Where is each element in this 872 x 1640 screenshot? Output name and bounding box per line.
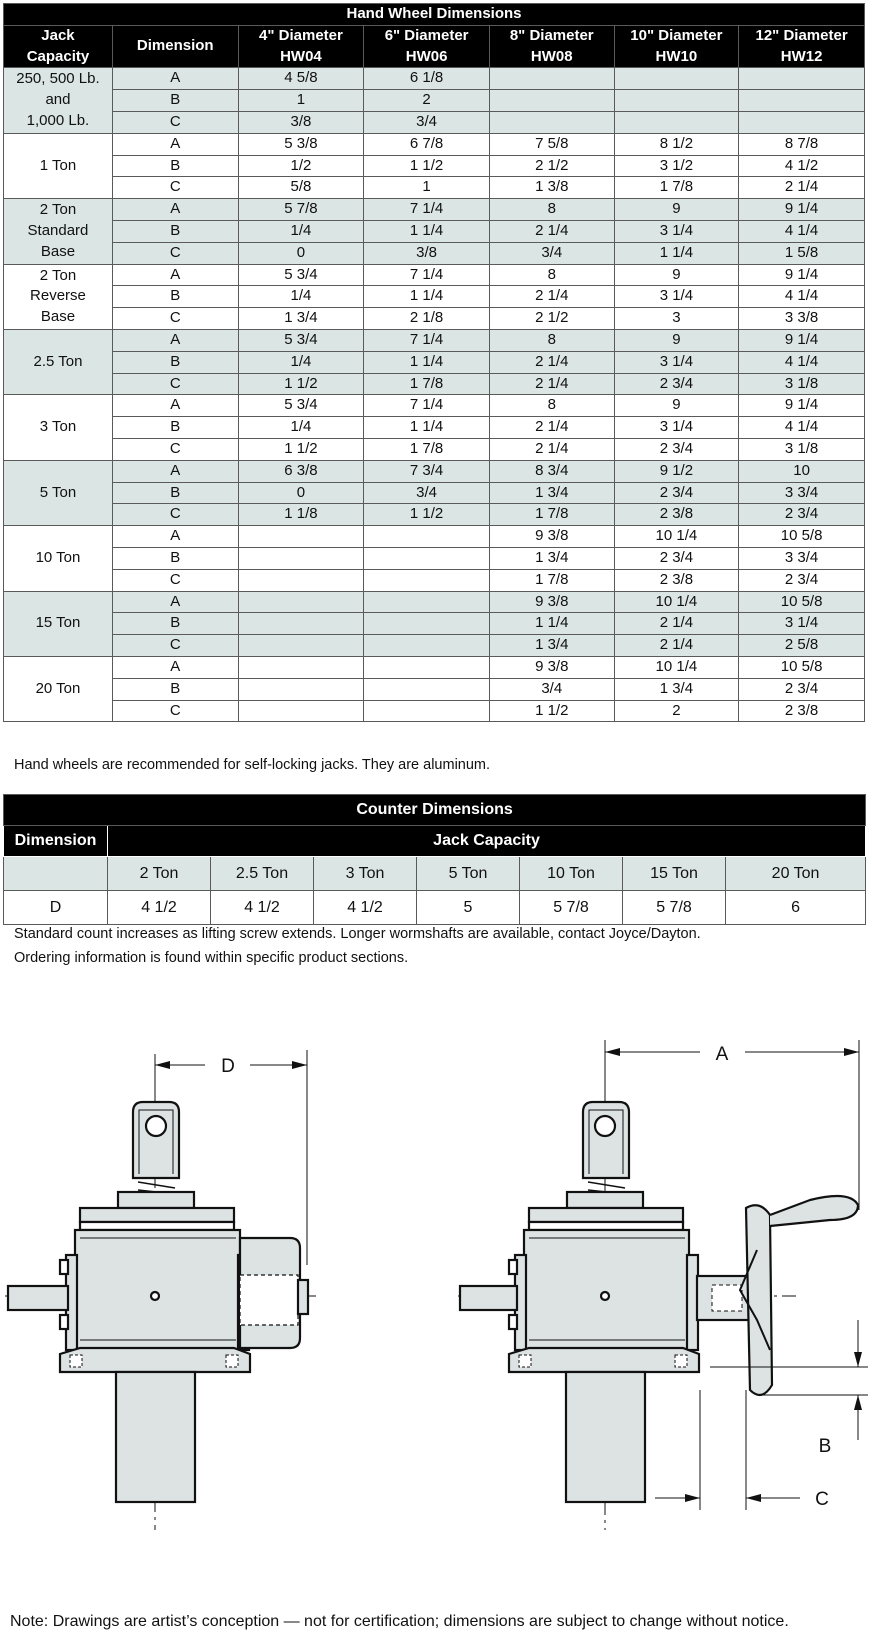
value-cell: 2 1/4 — [614, 635, 739, 657]
value-cell: 2 — [364, 90, 490, 112]
value-cell: 4 1/2 — [739, 155, 865, 177]
table-row — [4, 569, 865, 591]
dimension-cell: A — [112, 656, 238, 678]
dimension-cell: A — [112, 591, 238, 613]
value-cell: 1 3/4 — [238, 308, 364, 330]
value-cell: 9 1/4 — [739, 329, 865, 351]
table-row — [4, 329, 865, 351]
value-cell: 10 1/4 — [614, 656, 739, 678]
table-row — [4, 264, 865, 286]
counter-value: 5 7/8 — [623, 891, 726, 925]
table-row — [4, 90, 865, 112]
capacity-cell: 3 Ton — [4, 395, 113, 460]
value-cell: 8 3/4 — [489, 460, 614, 482]
value-cell: 1 1/4 — [489, 613, 614, 635]
label-d: D — [221, 1056, 235, 1077]
value-cell: 1 3/4 — [489, 547, 614, 569]
value-cell: 1 1/2 — [364, 504, 490, 526]
value-cell: 7 5/8 — [489, 133, 614, 155]
counter-value: 4 1/2 — [211, 891, 314, 925]
counter-value: 4 1/2 — [108, 891, 211, 925]
value-cell: 4 1/4 — [739, 286, 865, 308]
value-cell: 9 1/2 — [614, 460, 739, 482]
value-cell: 2 1/4 — [489, 438, 614, 460]
value-cell: 9 3/8 — [489, 526, 614, 548]
capacity-cell: 2 Ton Reverse Base — [4, 264, 113, 329]
footer-note: Note: Drawings are artist’s conception — not for certification; dimensions are subject to change without notice. — [10, 1613, 789, 1630]
value-cell: 1/4 — [238, 351, 364, 373]
value-cell — [614, 90, 739, 112]
value-cell — [739, 68, 865, 90]
value-cell: 3 1/4 — [739, 613, 865, 635]
value-cell: 3/4 — [489, 242, 614, 264]
table-row — [4, 613, 865, 635]
table-row — [4, 526, 865, 548]
value-cell: 1 7/8 — [489, 504, 614, 526]
dimension-cell: B — [112, 547, 238, 569]
table-row — [4, 591, 865, 613]
value-cell: 5/8 — [238, 177, 364, 199]
value-cell: 9 1/4 — [739, 395, 865, 417]
dimension-cell: A — [112, 199, 238, 221]
dimension-cell: C — [112, 308, 238, 330]
table-row — [4, 68, 865, 90]
header-hw12: 12" Diameter HW12 — [739, 25, 865, 68]
value-cell — [739, 90, 865, 112]
counter-title: Counter Dimensions — [4, 795, 866, 826]
value-cell: 3 1/4 — [614, 286, 739, 308]
counter-cap-20: 20 Ton — [726, 857, 866, 891]
value-cell: 7 1/4 — [364, 199, 490, 221]
value-cell — [364, 591, 490, 613]
value-cell: 8 7/8 — [739, 133, 865, 155]
table-row — [4, 286, 865, 308]
dimension-cell: C — [112, 700, 238, 722]
dimension-cell: C — [112, 111, 238, 133]
value-cell: 3/8 — [238, 111, 364, 133]
table-row — [4, 700, 865, 722]
dimension-cell: C — [112, 373, 238, 395]
jack-drawings — [0, 1010, 872, 1610]
value-cell: 1 7/8 — [364, 438, 490, 460]
value-cell: 2 3/4 — [739, 569, 865, 591]
value-cell: 3/8 — [364, 242, 490, 264]
counter-table — [3, 794, 866, 925]
value-cell — [238, 591, 364, 613]
value-cell: 2 3/8 — [739, 700, 865, 722]
value-cell: 8 1/2 — [614, 133, 739, 155]
value-cell: 5 3/8 — [238, 133, 364, 155]
counter-dimension-header: Dimension — [4, 826, 108, 857]
header-hw04: 4" Diameter HW04 — [238, 25, 364, 68]
table-row — [4, 417, 865, 439]
value-cell — [364, 678, 490, 700]
header-hw08: 8" Diameter HW08 — [489, 25, 614, 68]
jack-with-counter-drawing — [5, 1050, 320, 1530]
value-cell: 4 5/8 — [238, 68, 364, 90]
table-row — [4, 242, 865, 264]
label-a: A — [715, 1044, 729, 1065]
value-cell: 2 1/4 — [489, 220, 614, 242]
table-row — [4, 308, 865, 330]
value-cell: 6 3/8 — [238, 460, 364, 482]
value-cell: 1 1/4 — [614, 242, 739, 264]
table-row — [4, 395, 865, 417]
value-cell: 9 1/4 — [739, 199, 865, 221]
value-cell: 1 7/8 — [489, 569, 614, 591]
value-cell: 2 3/4 — [614, 547, 739, 569]
value-cell: 2 3/4 — [614, 373, 739, 395]
value-cell: 7 1/4 — [364, 395, 490, 417]
value-cell: 1 5/8 — [739, 242, 865, 264]
value-cell: 1 1/2 — [489, 700, 614, 722]
value-cell: 9 — [614, 395, 739, 417]
dimension-cell: B — [112, 482, 238, 504]
value-cell: 1 1/2 — [238, 438, 364, 460]
value-cell: 3 1/2 — [614, 155, 739, 177]
value-cell — [364, 569, 490, 591]
dimension-cell: B — [112, 678, 238, 700]
value-cell: 4 1/4 — [739, 351, 865, 373]
dimension-cell: B — [112, 90, 238, 112]
table-row — [4, 111, 865, 133]
counter-cap-3: 3 Ton — [314, 857, 417, 891]
value-cell: 3 1/8 — [739, 438, 865, 460]
value-cell: 3 1/4 — [614, 220, 739, 242]
value-cell: 9 1/4 — [739, 264, 865, 286]
value-cell: 1 1/4 — [364, 351, 490, 373]
table-row — [4, 220, 865, 242]
value-cell: 9 — [614, 199, 739, 221]
value-cell: 3 3/4 — [739, 547, 865, 569]
value-cell: 5 3/4 — [238, 264, 364, 286]
value-cell: 6 1/8 — [364, 68, 490, 90]
value-cell: 1 3/8 — [489, 177, 614, 199]
value-cell — [489, 90, 614, 112]
value-cell: 10 1/4 — [614, 526, 739, 548]
value-cell: 9 — [614, 264, 739, 286]
table-row — [4, 177, 865, 199]
value-cell: 3/4 — [364, 482, 490, 504]
table-row — [4, 656, 865, 678]
value-cell — [614, 111, 739, 133]
hand-wheel-title: Hand Wheel Dimensions — [4, 4, 865, 26]
value-cell: 1/4 — [238, 417, 364, 439]
value-cell: 8 — [489, 199, 614, 221]
value-cell: 1 7/8 — [364, 373, 490, 395]
value-cell: 2 — [614, 700, 739, 722]
dimension-cell: C — [112, 438, 238, 460]
value-cell: 2 1/4 — [489, 351, 614, 373]
table-row — [4, 504, 865, 526]
capacity-cell: 2.5 Ton — [4, 329, 113, 394]
value-cell: 1/2 — [238, 155, 364, 177]
value-cell — [238, 656, 364, 678]
value-cell: 2 1/4 — [614, 613, 739, 635]
value-cell: 3 1/4 — [614, 351, 739, 373]
counter-cap-15: 15 Ton — [623, 857, 726, 891]
value-cell — [489, 111, 614, 133]
dimension-cell: B — [112, 220, 238, 242]
value-cell — [238, 547, 364, 569]
value-cell: 1 — [238, 90, 364, 112]
dimension-cell: A — [112, 68, 238, 90]
dimension-cell: A — [112, 526, 238, 548]
dimension-cell: B — [112, 351, 238, 373]
value-cell: 2 1/4 — [739, 177, 865, 199]
dimension-cell: B — [112, 613, 238, 635]
value-cell: 1 1/4 — [364, 286, 490, 308]
value-cell: 3 — [614, 308, 739, 330]
value-cell — [238, 526, 364, 548]
value-cell: 10 1/4 — [614, 591, 739, 613]
value-cell — [364, 656, 490, 678]
dimension-cell: C — [112, 569, 238, 591]
value-cell: 2 1/2 — [489, 308, 614, 330]
capacity-cell: 1 Ton — [4, 133, 113, 198]
value-cell: 5 7/8 — [238, 199, 364, 221]
capacity-cell: 20 Ton — [4, 656, 113, 721]
dimension-cell: C — [112, 504, 238, 526]
value-cell: 1 3/4 — [489, 482, 614, 504]
capacity-cell: 15 Ton — [4, 591, 113, 656]
dimension-cell: C — [112, 635, 238, 657]
value-cell: 4 1/4 — [739, 220, 865, 242]
header-hw10: 10" Diameter HW10 — [614, 25, 739, 68]
value-cell: 4 1/4 — [739, 417, 865, 439]
value-cell: 8 — [489, 264, 614, 286]
value-cell: 5 3/4 — [238, 395, 364, 417]
value-cell: 9 — [614, 329, 739, 351]
table-row — [4, 678, 865, 700]
hand-wheel-body — [4, 68, 865, 722]
value-cell: 2 1/4 — [489, 417, 614, 439]
value-cell — [489, 68, 614, 90]
value-cell: 1 1/4 — [364, 417, 490, 439]
value-cell: 2 3/4 — [739, 504, 865, 526]
hand-wheel-note: Hand wheels are recommended for self-locking jacks. They are aluminum. — [14, 757, 491, 773]
value-cell: 2 3/4 — [739, 678, 865, 700]
header-jack-capacity: Jack Capacity — [4, 25, 113, 68]
dimension-cell: A — [112, 395, 238, 417]
table-row — [4, 373, 865, 395]
value-cell: 0 — [238, 242, 364, 264]
value-cell: 3 3/4 — [739, 482, 865, 504]
value-cell: 10 — [739, 460, 865, 482]
counter-row-label: D — [4, 891, 108, 925]
counter-value: 4 1/2 — [314, 891, 417, 925]
counter-value: 5 7/8 — [520, 891, 623, 925]
value-cell — [364, 547, 490, 569]
value-cell: 2 1/8 — [364, 308, 490, 330]
value-cell: 3 3/8 — [739, 308, 865, 330]
dimension-cell: A — [112, 264, 238, 286]
dimension-cell: C — [112, 242, 238, 264]
table-row — [4, 482, 865, 504]
value-cell — [238, 678, 364, 700]
dimension-cell: B — [112, 286, 238, 308]
value-cell: 1/4 — [238, 220, 364, 242]
table-row — [4, 438, 865, 460]
value-cell: 6 7/8 — [364, 133, 490, 155]
value-cell — [364, 613, 490, 635]
counter-note-1: Standard count increases as lifting screw extends. Longer wormshafts are available, contact Joyce/Dayton. — [14, 926, 701, 942]
value-cell: 0 — [238, 482, 364, 504]
value-cell: 2 3/4 — [614, 482, 739, 504]
value-cell: 2 1/2 — [489, 155, 614, 177]
value-cell: 2 3/8 — [614, 569, 739, 591]
table-row — [4, 547, 865, 569]
dimension-cell: B — [112, 417, 238, 439]
value-cell: 1 1/4 — [364, 220, 490, 242]
table-row — [4, 133, 865, 155]
value-cell: 1 1/2 — [238, 373, 364, 395]
capacity-cell: 2 Ton Standard Base — [4, 199, 113, 264]
value-cell — [238, 635, 364, 657]
value-cell: 2 3/8 — [614, 504, 739, 526]
label-b: B — [818, 1436, 832, 1457]
capacity-cell: 10 Ton — [4, 526, 113, 591]
counter-cap-5: 5 Ton — [417, 857, 520, 891]
counter-note-2: Ordering information is found within specific product sections. — [14, 950, 409, 966]
value-cell: 7 3/4 — [364, 460, 490, 482]
capacity-cell: 5 Ton — [4, 460, 113, 525]
value-cell: 2 3/4 — [614, 438, 739, 460]
value-cell: 5 3/4 — [238, 329, 364, 351]
dimension-cell: A — [112, 329, 238, 351]
counter-blank-cell — [4, 857, 108, 891]
counter-value: 5 — [417, 891, 520, 925]
value-cell — [364, 526, 490, 548]
value-cell: 1 1/2 — [364, 155, 490, 177]
header-dimension: Dimension — [112, 25, 238, 68]
value-cell: 9 3/8 — [489, 591, 614, 613]
value-cell: 3/4 — [489, 678, 614, 700]
table-row — [4, 460, 865, 482]
value-cell: 1 3/4 — [489, 635, 614, 657]
value-cell: 8 — [489, 395, 614, 417]
value-cell — [364, 700, 490, 722]
capacity-cell: 250, 500 Lb. and 1,000 Lb. — [4, 68, 113, 133]
value-cell: 3 1/4 — [614, 417, 739, 439]
value-cell — [238, 613, 364, 635]
value-cell — [614, 68, 739, 90]
table-row — [4, 155, 865, 177]
value-cell: 1 — [364, 177, 490, 199]
value-cell: 2 1/4 — [489, 373, 614, 395]
table-row — [4, 199, 865, 221]
value-cell: 1 3/4 — [614, 678, 739, 700]
value-cell: 3/4 — [364, 111, 490, 133]
value-cell: 10 5/8 — [739, 526, 865, 548]
value-cell — [238, 569, 364, 591]
counter-cap-2: 2 Ton — [108, 857, 211, 891]
value-cell — [739, 111, 865, 133]
counter-value: 6 — [726, 891, 866, 925]
counter-cap-10: 10 Ton — [520, 857, 623, 891]
value-cell — [364, 635, 490, 657]
dimension-cell: C — [112, 177, 238, 199]
value-cell: 2 1/4 — [489, 286, 614, 308]
value-cell: 2 5/8 — [739, 635, 865, 657]
dimension-cell: A — [112, 460, 238, 482]
label-c: C — [815, 1489, 829, 1510]
value-cell: 3 1/8 — [739, 373, 865, 395]
value-cell: 8 — [489, 329, 614, 351]
dimension-cell: A — [112, 133, 238, 155]
value-cell: 1/4 — [238, 286, 364, 308]
value-cell: 1 1/8 — [238, 504, 364, 526]
hand-wheel-table — [3, 3, 865, 722]
header-hw06: 6" Diameter HW06 — [364, 25, 490, 68]
counter-capacity-header: Jack Capacity — [108, 826, 866, 857]
value-cell: 1 7/8 — [614, 177, 739, 199]
table-row — [4, 635, 865, 657]
value-cell — [238, 700, 364, 722]
table-row — [4, 351, 865, 373]
counter-cap-2-5: 2.5 Ton — [211, 857, 314, 891]
value-cell: 7 1/4 — [364, 264, 490, 286]
value-cell: 7 1/4 — [364, 329, 490, 351]
dimension-cell: B — [112, 155, 238, 177]
value-cell: 9 3/8 — [489, 656, 614, 678]
value-cell: 10 5/8 — [739, 656, 865, 678]
value-cell: 10 5/8 — [739, 591, 865, 613]
jack-with-hand-wheel-drawing — [458, 1040, 868, 1530]
